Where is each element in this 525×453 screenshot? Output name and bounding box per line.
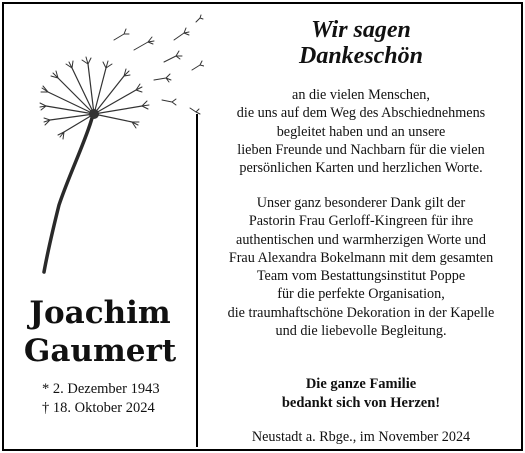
paragraph-line: persönlichen Karten und herzlichen Worte. <box>239 160 483 177</box>
paragraph-line: begleitet haben und an unsere <box>276 123 446 140</box>
family-line-2: bedankt sich von Herzen! <box>281 394 441 411</box>
heading-line-2: Dankeschön <box>298 43 424 69</box>
paragraph-line: Frau Alexandra Bokelmann mit dem gesamten <box>228 249 494 266</box>
family-line-1: Die ganze Familie <box>305 376 417 392</box>
last-name: Gaumert <box>23 333 177 369</box>
paragraph-line: die traumhaftschöne Dekoration in der Kapelle <box>227 304 495 321</box>
heading-line-1: Wir sagen <box>311 17 411 43</box>
thanks-paragraph-1 <box>202 86 520 177</box>
birth-date: * 2. Dezember 1943 <box>42 381 160 397</box>
paragraph-line: lieben Freunde und Nachbarn für die vielen <box>237 141 485 158</box>
life-dates <box>42 380 160 418</box>
paragraph-line: an die vielen Menschen, <box>292 87 430 103</box>
paragraph-line: die uns auf dem Weg des Abschiednehmens <box>236 105 486 122</box>
paragraph-line: Unser ganz besonderer Dank gilt der <box>256 195 466 211</box>
death-date: † 18. Oktober 2024 <box>42 400 155 416</box>
obituary-card <box>2 2 523 451</box>
left-column <box>4 4 196 449</box>
paragraph-line: Pastorin Frau Gerloff-Kingreen für ihre <box>248 213 474 230</box>
first-name: Joachim <box>29 295 171 331</box>
paragraph-line: für die perfekte Organisation, <box>277 286 445 303</box>
paragraph-line: authentischen und warmherzigen Worte und <box>236 231 486 248</box>
thanks-paragraph-2 <box>202 194 520 340</box>
place-and-date: Neustadt a. Rbge., im November 2024 <box>251 429 471 445</box>
divider-line <box>196 114 198 447</box>
dandelion-icon <box>14 10 204 280</box>
paragraph-line: und die liebevolle Begleitung. <box>275 323 447 340</box>
paragraph-line: Team vom Bestattungsinstitut Poppe <box>256 268 466 285</box>
family-signature <box>202 375 520 412</box>
